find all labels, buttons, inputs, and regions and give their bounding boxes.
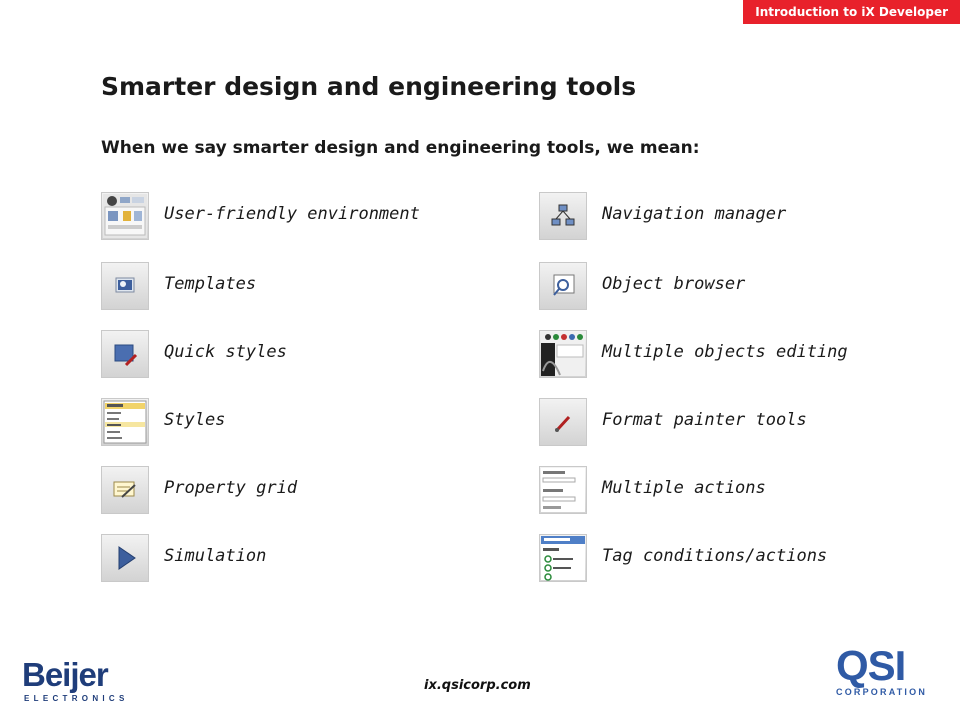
ribbon-icon	[101, 192, 149, 240]
beijer-logo-sub: ELECTRONICS	[24, 694, 129, 703]
feature-label: Multiple actions	[602, 478, 766, 498]
play-icon	[101, 534, 149, 582]
feature-label: Templates	[164, 274, 257, 294]
feature-label: Format painter tools	[602, 410, 807, 430]
navigation-icon	[539, 192, 587, 240]
feature-label: Tag conditions/actions	[602, 546, 828, 566]
property-grid-icon	[101, 466, 149, 514]
feature-label: Quick styles	[164, 342, 287, 362]
template-icon	[101, 262, 149, 310]
header-tag: Introduction to iX Developer	[743, 0, 960, 24]
beijer-logo-word: Beijer	[22, 656, 108, 693]
slide-title: Smarter design and engineering tools	[101, 72, 637, 101]
beijer-logo	[22, 656, 134, 706]
format-painter-icon	[539, 398, 587, 446]
tag-conditions-icon	[539, 534, 587, 582]
feature-label: Navigation manager	[602, 204, 787, 224]
qsi-logo	[832, 642, 932, 702]
qsi-logo-sub: CORPORATION	[836, 687, 928, 697]
feature-label: User-friendly environment	[164, 204, 420, 224]
feature-label: Styles	[164, 410, 226, 430]
feature-label: Object browser	[602, 274, 746, 294]
slide-subtitle: When we say smarter design and engineering tools, we mean:	[101, 138, 700, 158]
qsi-logo-word: QSI	[836, 642, 906, 689]
footer-url[interactable]: ix.qsicorp.com	[424, 678, 531, 693]
quick-styles-icon	[101, 330, 149, 378]
object-browser-icon	[539, 262, 587, 310]
feature-label: Multiple objects editing	[602, 342, 848, 362]
multiple-actions-icon	[539, 466, 587, 514]
feature-label: Property grid	[164, 478, 298, 498]
styles-list-icon	[101, 398, 149, 446]
feature-label: Simulation	[164, 546, 267, 566]
multi-edit-icon	[539, 330, 587, 378]
